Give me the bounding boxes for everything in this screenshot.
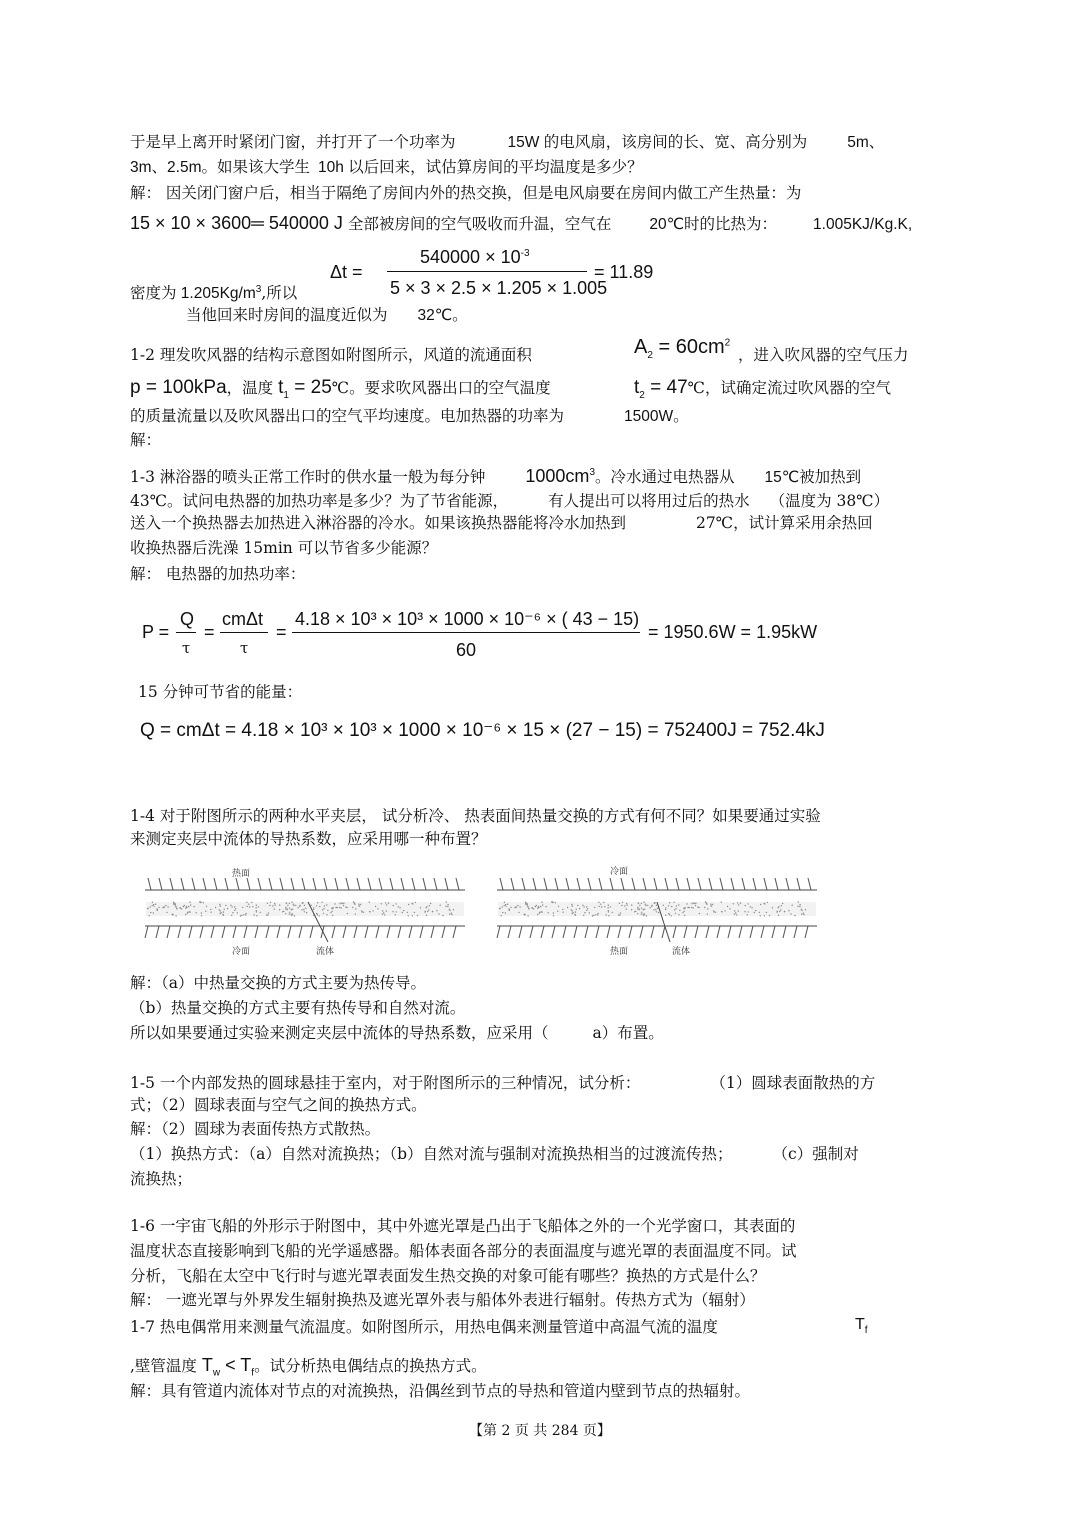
text-line: 15 × 10 × 3600═ 540000 J 全部被房间的空气吸收而升温，空气在 20℃时的比热为： 1.005KJ/Kg.K, <box>130 213 913 233</box>
equation-denominator: 5 × 3 × 2.5 × 1.205 × 1.005 <box>390 278 608 298</box>
tf-symbol: $T_f$ <box>855 1316 868 1337</box>
text-line: 于是早上离开时紧闭门窗，并打开了一个功率为 15W 的电风扇，该房间的长、宽、高分别为 5m、 <box>130 133 885 151</box>
power-result: = 1950.6W = 1.95kW <box>648 622 818 642</box>
answer-line: （b）热量交换的方式主要有热传导和自然对流。 <box>130 999 466 1017</box>
text-line: 的质量流量以及吹风器出口的空气平均速度。电加热器的功率为 1500W。 <box>130 407 689 425</box>
equation-result: = 11.89 <box>594 262 654 282</box>
power-numerator: 4.18 × 10³ × 10³ × 1000 × 10⁻⁶ × ( 43 − 15) <box>295 609 640 629</box>
question-1-4: 1-4 对于附图所示的两种水平夹层， 试分析冷、 热表面间热量交换的方式有何不同？如果要通过实验 <box>130 807 821 825</box>
text-line: 解：（2）圆球为表面传热方式散热。 <box>130 1120 381 1138</box>
power-tau: τ <box>182 639 191 657</box>
question-1-7: 1-7 热电偶常用来测量气流温度。如附图所示，用热电偶来测量管道中高温气流的温度 <box>130 1318 718 1336</box>
text-line: 流换热； <box>130 1170 193 1188</box>
text-line: 送入一个换热器去加热进入淋浴器的冷水。如果该换热器能将冷水加热到 27℃，试计算采用余热回 <box>130 514 873 532</box>
text-line: 解： 因关闭门窗户后，相当于隔绝了房间内外的热交换，但是电风扇要在房间内做工产生热量：为 <box>130 184 802 202</box>
answer-line: 解：（a）中热量交换的方式主要为热传导。 <box>130 974 426 992</box>
fraction-bar <box>387 271 587 272</box>
equation-numerator: $540000 \times 10^{-3}$ <box>420 247 530 267</box>
text-line: （1）换热方式：（a）自然对流换热；（b）自然对流与强制对流换热相当的过渡流传热； （c）强制对 <box>130 1145 859 1163</box>
hot-face-label: 热面 <box>232 869 251 879</box>
text-line: 当他回来时房间的温度近似为 32℃。 <box>186 306 468 324</box>
question-1-6: 1-6 一宇宙飞船的外形示于附图中，其中外遮光罩是凸出于飞船体之外的一个光学窗口，其表面的 <box>130 1217 796 1235</box>
text-line: 15 分钟可节省的能量： <box>138 683 303 701</box>
fraction-bar <box>176 632 196 633</box>
question-1-5: 1-5 一个内部发热的圆球悬挂于室内，对于附图所示的三种情况，试分析： （1）圆球表面散热的方 <box>130 1074 876 1092</box>
figure-b <box>492 860 822 957</box>
power-lhs: P = <box>142 622 170 642</box>
fluid-label: 流体 <box>672 947 691 957</box>
power-denominator: 60 <box>456 640 477 660</box>
page-footer: 【第 2 页 共 284 页】 <box>469 1423 611 1439</box>
power-tau: τ <box>240 639 249 657</box>
fluid-label: 流体 <box>316 947 335 957</box>
text-line: 温度状态直接影响到飞船的光学遥感器。船体表面各部分的表面温度与遮光罩的表面温度不同。试 <box>130 1242 797 1260</box>
text-line: 43℃。试问电热器的加热功率是多少？为了节省能源， 有人提出可以将用过后的热水 （温度为 38℃） <box>130 492 890 510</box>
power-eq: = <box>204 622 215 642</box>
fraction-bar <box>220 632 268 633</box>
text-line: 解： 电热器的加热功率： <box>130 565 306 583</box>
equation-lhs: Δt = <box>330 262 363 282</box>
text-line: 解： 一遮光罩与外界发生辐射换热及遮光罩外表与船体外表进行辐射。传热方式为（辐射） <box>130 1291 755 1309</box>
text-line: 收换热器后洗澡 15min 可以节省多少能源？ <box>130 539 438 557</box>
question-1-2: 1-2 理发吹风器的结构示意图如附图所示，风道的流通面积 <box>130 346 532 364</box>
question-1-3: 1-3 淋浴器的喷头正常工作时的供水量一般为每分钟 $1000cm^3$。冷水通过电热器从 15℃被加热到 <box>130 466 862 486</box>
text-line: 解： <box>130 431 162 449</box>
power-cmdt: cmΔt <box>222 609 264 629</box>
hot-face-label: 热面 <box>610 947 629 957</box>
power-q: Q <box>180 609 195 629</box>
cold-face-label: 冷面 <box>232 947 251 957</box>
text-line: 分析，飞船在太空中飞行时与遮光罩表面发生热交换的对象可能有哪些？换热的方式是什么？ <box>130 1267 766 1285</box>
energy-equation: Q = cmΔt = 4.18 × 10³ × 10³ × 1000 × 10⁻⁶ × 15 × (27 − 15) = 752400J = 752.4kJ <box>140 720 825 741</box>
power-eq: = <box>276 622 287 642</box>
text-line: 解：具有管道内流体对节点的对流换热，沿偶丝到节点的导热和管道内壁到节点的热辐射。 <box>130 1382 751 1400</box>
figure-a <box>140 862 470 957</box>
text-line: p = 100kPa，温度 $t_1$ = 25℃。要求吹风器出口的空气温度 <box>130 377 551 401</box>
text-line: 来测定夹层中流体的导热系数，应采用哪一种布置？ <box>130 830 487 848</box>
text-line: ,壁管温度 $T_w < T_f$。试分析热电偶结点的换热方式。 <box>130 1355 487 1379</box>
answer-line: 所以如果要通过实验来测定夹层中流体的导热系数，应采用（ a）布置。 <box>130 1024 664 1042</box>
area-symbol: $A_2 = 60cm^2$ <box>634 336 731 361</box>
text-line: 密度为 $1.205Kg/m^3$,所以 <box>130 284 298 303</box>
cold-face-label: 冷面 <box>610 867 629 877</box>
text-line: $t_2$ = 47℃，试确定流过吹风器的空气 <box>634 377 891 401</box>
text-line: ，进入吹风器的空气压力 <box>738 346 909 364</box>
text-line: 3m、2.5m。如果该大学生 10h 以后回来，试估算房间的平均温度是多少？ <box>130 159 643 176</box>
fraction-bar <box>292 632 640 633</box>
text-line: 式；（2）圆球表面与空气之间的换热方式。 <box>130 1096 427 1114</box>
